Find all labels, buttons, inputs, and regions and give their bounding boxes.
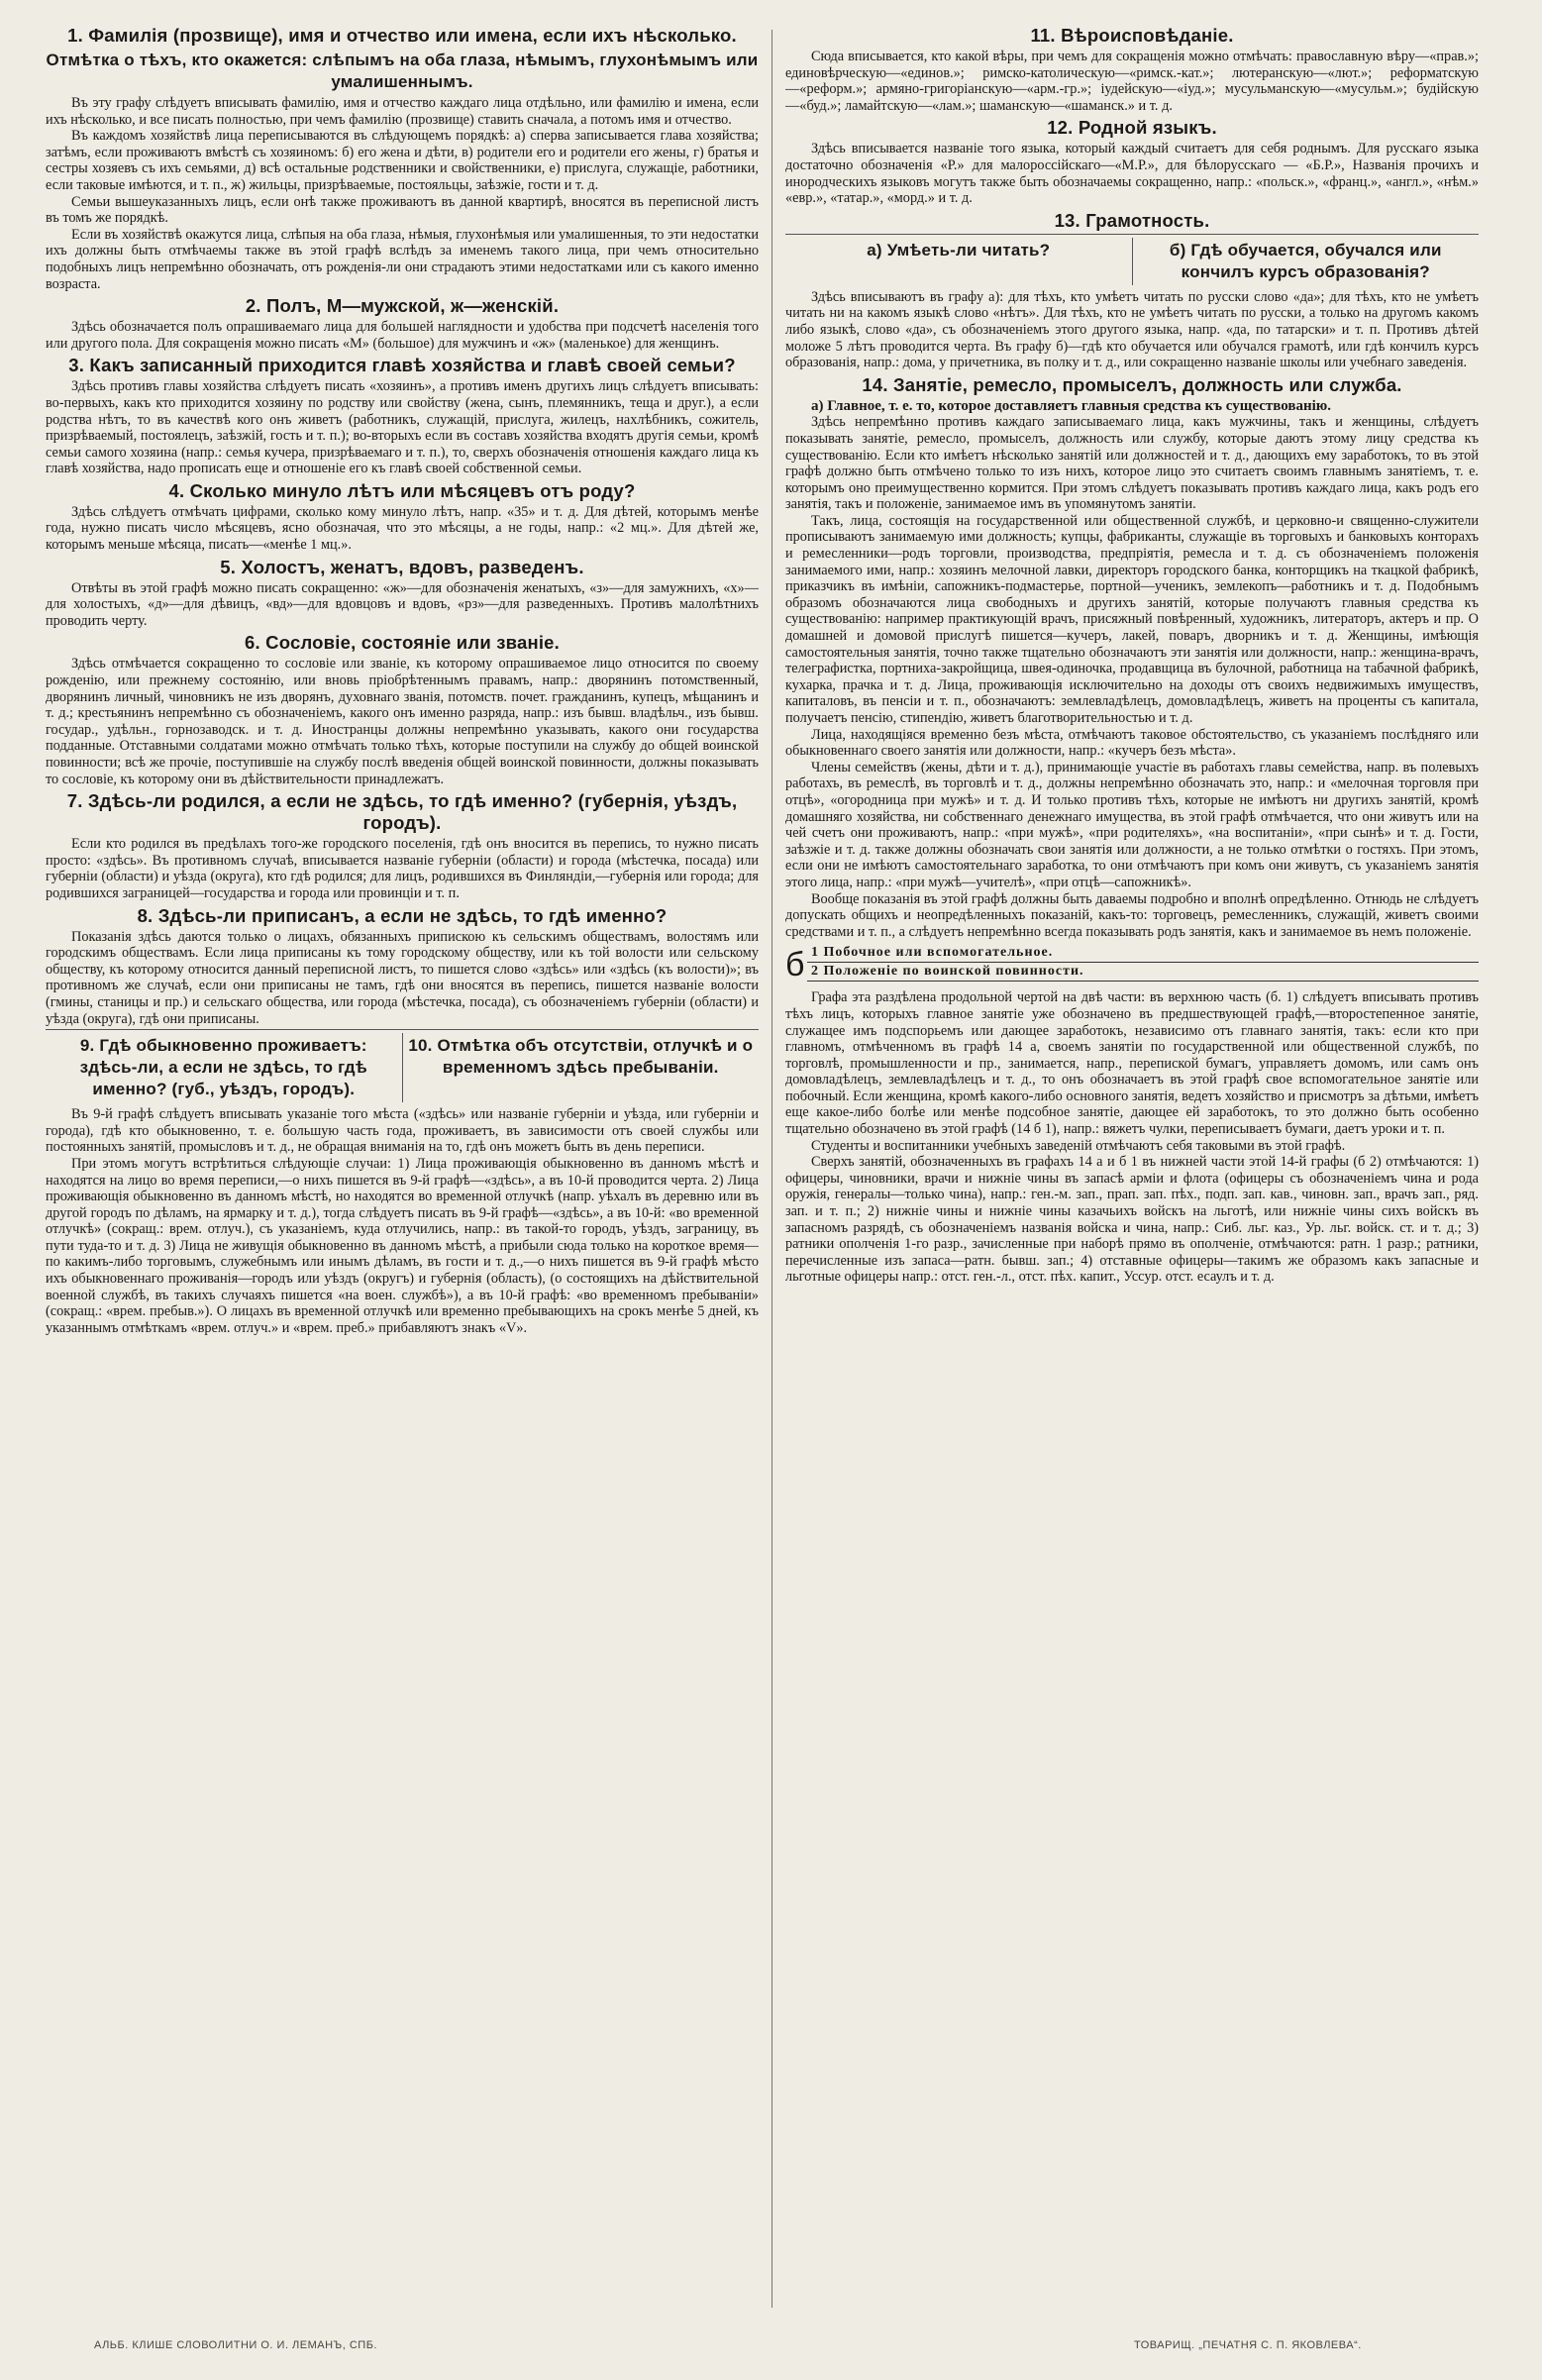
section-4-heading: 4. Сколько минуло лѣтъ или мѣсяцевъ отъ роду? — [168, 479, 636, 501]
section-3-paragraph: Здѣсь противъ главы хозяйства слѣдуетъ писать «хозяинъ», а противъ именъ другихъ лицъ слѣдуетъ вписывать: во-первыхъ, какъ кто приходится хозяину по родству или свойству (жена, сынъ, племянникъ, теща и друг.), а если родства нѣтъ, то въ качествѣ кого онъ живетъ (работникъ, служащій, прислуга, жилецъ, нахлѣбникъ, сожитель, призрѣваемый, постоялецъ, заѣзжій, гость и т. п.); во-вторыхъ если въ составъ хозяйства входятъ другія семьи, кромѣ семьи самого хозяина (напр.: семья кучера, призрѣваемаго и т. п.), то, сверхъ обозначенія отношенія каждаго лица къ главѣ хозяйства, надо прописать еще и отношеніе его къ главѣ своей собственной семьи. — [46, 378, 759, 477]
left-column — [46, 22, 759, 2320]
section-13a-heading: а) Умѣеть-ли читать? — [785, 238, 1133, 285]
section-13-heading: 13. Грамотность. — [1054, 209, 1210, 231]
section-13b-heading: б) Гдѣ обучается, обучался или кончилъ курсъ образованія? — [1169, 240, 1442, 281]
section-7-paragraph: Если кто родился въ предѣлахъ того-же городского поселенія, гдѣ онъ вносится въ перепись, то нужно писать просто: «здѣсь». Въ противномъ случаѣ, вписывается названіе губерніи (области) и города (мѣстечка, посада) или губерніи (области) и уѣзда (округа), кто гдѣ родился; для лицъ, родившихся въ Финляндіи,—губернія или города; для родившихся заграницей—государства и города или провинціи и т. п. — [46, 836, 759, 901]
section-12-paragraph: Здѣсь вписывается названіе того языка, который каждый считаетъ для себя роднымъ. Для русскаго языка достаточно обозначенія «Р.» для малороссійскаго—«М.Р.», для бѣлорусскаго — «Б.Р.», Названія прочихъ и инородческихъ языковъ могутъ также быть обозначаемы сокращенно, напр.: «польск.», «франц.», «англ.», «нѣм.» «евр.», «татар.», «морд.» и т. д. — [785, 141, 1479, 207]
section-14b-box — [785, 944, 1479, 985]
section-6-paragraph: Здѣсь отмѣчается сокращенно то сословіе или званіе, къ которому опрашиваемое лицо относится по своему рожденію, или прежнему состоянію, или вновь пріобрѣтеннымъ правамъ, напр.: дворянинъ потомственный, дворянинъ личный, чиновникъ не изъ дворянъ, духовнаго званія, потомств. почет. гражданинъ, купецъ, мѣщанинъ и т. д.; крестьянинъ непремѣнно съ обозначеніемъ, какого онъ именно разряда, напр.: изъ бывш. владѣльч., изъ бывш. государ., удѣльн., горнозаводск. и т. д. Иностранцы должны непремѣнно указывать, какого они государства подданные. Отставными солдатами можно отмѣчать только тѣхъ, которые поступили на службу до общей воинской повинности; всѣ же прочіе, поступившіе на службу послѣ введенія общей воинской повинности, должны показывать то сословіе, къ которому они въ дѣйствительности принадлежатъ. — [46, 656, 759, 787]
section-14b-paragraph: Студенты и воспитанники учебныхъ заведеній отмѣчаютъ себя таковыми въ этой графѣ. — [811, 1137, 1346, 1154]
printer-credit-right: ТОВАРИЩ. „ПЕЧАТНЯ С. П. ЯКОВЛЕВА“. — [1134, 2339, 1362, 2351]
section-3-heading: 3. Какъ записанный приходится главѣ хозяйства и главѣ своей семьи? — [68, 355, 736, 376]
section-14-paragraph: Лица, находящіяся временно безъ мѣста, отмѣчаютъ таковое обстоятельство, съ указаніемъ послѣдняго или обыкновеннаго своего занятія или должности, напр.: «кучеръ безъ мѣста». — [785, 726, 1479, 760]
section-7-heading: 7. Здѣсь-ли родился, а если не здѣсь, то гдѣ именно? (губернія, уѣздъ, городъ). — [66, 790, 738, 834]
section-1-heading: 1. Фамилія (прозвище), имя и отчество или имена, если ихъ нѣсколько. — [67, 25, 737, 46]
printer-credit-left: АЛЬБ. КЛИШЕ СЛОВОЛИТНИ О. И. ЛЕМАНЪ, СПБ. — [94, 2339, 377, 2351]
section-1-subheading: Отмѣтка о тѣхъ, кто окажется: слѣпымъ на оба глаза, нѣмымъ, глухонѣмымъ или умалишеннымъ. — [46, 51, 759, 91]
right-column — [785, 22, 1479, 2320]
section-8-heading: 8. Здѣсь-ли приписанъ, а если не здѣсь, то гдѣ именно? — [137, 904, 668, 926]
section-6-heading: 6. Сословіе, состояніе или званіе. — [244, 632, 560, 654]
section-14-heading: 14. Занятіе, ремесло, промыселъ, должность или служба. — [862, 373, 1402, 395]
section-14b2-row: 2 Положеніе по воинской повинности. — [807, 963, 1479, 982]
section-10-heading: 10. Отмѣтка объ отсутствіи, отлучкѣ и о временномъ здѣсь пребываніи. — [408, 1036, 754, 1078]
section-13-paragraph: Здѣсь вписываютъ въ графу а): для тѣхъ, кто умѣетъ читать по русски слово «да»; для тѣхъ, кто не умѣетъ читать ни на какомъ языкѣ слово «нѣтъ». Для тѣхъ, кто не умѣетъ читать по русски, а только на другомъ какомъ либо языкѣ, слово «да», съ обозначеніемъ этого другого языка, напр. «да, по татарски» и т. п. Противъ дѣтей моложе 5 лѣтъ проводится черта. Въ графу б)—гдѣ кто обучается или обучался грамотѣ, или гдѣ кончилъ курсъ образованія, напр.: дома, у причетника, въ полку и т. д., или сокращенно названіе школы или учебнаго заведенія. — [785, 288, 1479, 371]
section-8-paragraph: Показанія здѣсь даются только о лицахъ, обязанныхъ припискою къ сельскимъ обществамъ, волостямъ или городскимъ обществамъ. Если лица приписаны къ тому городскому обществу, или къ той волости или сельскому обществу, къ которому относится данный переписной листъ, то пишется слово «здѣсь» или «здѣсь (къ волости)»; въ противномъ же случаѣ, если они приписаны не тамъ, гдѣ они вносятся въ перепись, пишется названіе волости (гмины, станицы и пр.) и сельскаго общества, или города (мѣстечка, посада), съ обозначеніемъ губерніи (области) и уѣзда (округа), гдѣ они приписаны. — [46, 928, 759, 1027]
section-14b-paragraph: Сверхъ занятій, обозначенныхъ въ графахъ 14 а и б 1 въ нижней части этой 14-й графы (б 2) отмѣчаются: 1) офицеры, чиновники, врачи и нижніе чины въ запасѣ арміи и флота (офицеры съ обозначеніемъ чина и рода оружія, генералы—только чина), напр.: ген.-м. зап., прап. зап. пѣх., подп. зап. кав., чиновн. зап., врачъ зап., ряд. зап. и т. п.; 2) нижніе чины и нижніе чины казачьихъ войскъ на льготѣ, или нижніе чины сихъ войскъ въ запасномъ разрядѣ, съ обозначеніемъ названія войска и чина, напр.: Сиб. льг. каз., Ур. льг. войск. ст. и т. д.; 3) ратники ополченія 1-го разр., зачисленные при наборѣ прямо въ ополченіе, отмѣчаются: ратн. 1 разр.; ратники, перечисленные изъ запаса—ратн. бывш. зап.; 4) отставные офицеры—такимъ же образомъ какъ запасные и льготные офицеры напр.: отст. ген.-л., отст. пѣх. капит., Уссур. отст. есаулъ и т. д. — [785, 1154, 1479, 1286]
section-9-paragraph: При этомъ могутъ встрѣтиться слѣдующіе случаи: 1) Лица проживающія обыкновенно въ данномъ мѣстѣ и находятся на лицо во время переписи,—о нихъ пишется въ 9-й графѣ—«здѣсь», а въ 10-й проводится черта. 2) Лица проживающія обыкновенно въ данномъ мѣстѣ, но находятся во временной отлучкѣ (напр. уѣхалъ въ деревню или въ другой городъ по дѣламъ, на ярмарку и т. д.), тогда слѣдуетъ писать въ 9-й графѣ—«здѣсь», а въ 10-й: «во временной отлучкѣ» (сокращ.: врем. отлуч.), съ указаніемъ, куда отлучились, напр.: въ такой-то городъ, уѣздъ, заграницу, въ пути туда-то и т. д. 3) Лица не живущія обыкновенно въ данномъ мѣстѣ, а прибыли сюда только на короткое время—по какимъ-либо торговымъ, служебнымъ или инымъ дѣламъ, въ гости и т. д.,—о нихъ пишется въ 9-й графѣ мѣсто ихъ обыкновеннаго проживанія—городъ или уѣздъ (округъ) и губернія (область), (о состоящихъ на дѣйствительной военной службѣ, въ такихъ случаяхъ пишется «на воен. службѣ»), а въ 10-й графѣ: «во временномъ пребываніи» (сокращ.: «врем. пребыв.»). О лицахъ въ временной отлучкѣ или временно пребывающихъ на срокъ менѣе 5 дней, къ указаннымъ отмѣткамъ «врем. отлуч.» и «врем. преб.» прибавляютъ знакъ «V». — [46, 1155, 759, 1336]
section-12-heading: 12. Родной языкъ. — [1047, 117, 1217, 139]
section-14-paragraph: Члены семействъ (жены, дѣти и т. д.), принимающіе участіе въ работахъ главы семейства, напр. въ полевыхъ работахъ, въ ремеслѣ, въ торговлѣ и т. д., должны непремѣнно обозначать это, напр.: и «мелочная торговля при отцѣ», «огородница при мужѣ» и т. д. И только противъ тѣхъ, которые не имѣютъ ни другихъ занятій, кромѣ домашняго хозяйства, ни собственнаго денежнаго имущества, въ этой графѣ отмѣчается, что они живутъ или на чей счетъ они проживаютъ, напр.: «при мужѣ», «при родителяхъ», «на воспитаніи», «при сынѣ» и т. д. Гости, заѣзжіе и т. д. также должны обозначать свои занятія или должности, а не только отмѣтки о гостяхъ. При этомъ, если они не имѣютъ самостоятельнаго заработка, то они отмѣчаютъ при комъ они живутъ, съ указаніемъ занятія этого лица, напр.: «при мужѣ—учителѣ», «при отцѣ—сапожникѣ». — [785, 759, 1479, 890]
column-divider — [771, 30, 772, 2308]
section-14b-paragraph: Графа эта раздѣлена продольной чертой на двѣ части: въ верхнюю часть (б. 1) слѣдуетъ вписывать противъ тѣхъ лицъ, которыхъ главное занятіе уже обозначено въ предшествующей графѣ,—второстепенное занятіе, служащее имъ подспорьемъ или дающее заработокъ, независимо отъ главнаго занятія, такъ: если кто при главномъ, отмѣченномъ въ графѣ 14 а, своемъ занятіи по государственной или общественной службѣ, по торговлѣ, промышленности и пр., занимается, напр., перепиской бумагъ, управляетъ домомъ, или самъ онъ домовладѣлецъ, землевладѣлецъ и т. д., то онъ обозначаетъ въ этой графѣ свое вспомогательное занятіе или побочный. Если женщина, кромѣ какого-либо основного занятія, ведетъ хозяйство и присмотръ за дѣтьми, имѣетъ еще какое-либо болѣе или менѣе подсобное занятіе, дающее ей заработокъ, то это должно быть особенно тщательно обозначено въ этой графѣ (14 б 1), напр.: вяжетъ чулки, переписываетъ бумаги, даетъ уроки и т. п. — [785, 989, 1479, 1138]
section-14-paragraph: Такъ, лица, состоящія на государственной или общественной службѣ, и церковно-и священно-служители прописываютъ занимаемую ими должность; купцы, фабриканты, служащіе въ торговыхъ и банковыхъ конторахъ и ремесленники—родъ торговли, производства, предпріятія, ремесла и т. д. съ обозначеніемъ положенія занимаемого ими, напр.: хозяинъ мелочной лавки, директоръ городского банка, конторщикъ на ткацкой фабрикѣ, приказчикъ въ имѣніи, сапожникъ-подмастерье, портной—ученикъ, землекопъ—работникъ и т. д. Подобнымъ образомъ обозначаются лица свободныхъ и другихъ занятій, которые получаютъ главныя средства къ существованію: например практикующій врачъ, присяжный повѣренный, художникъ, литераторъ, актеръ и пр. О домашней и домовой прислугѣ пишется—кучеръ, лакей, поваръ, дворникъ и т. д. Женщины, имѣющія самостоятельныя занятія, точно также тщательно обозначаютъ эти занятія или должности, напр.: женщина-врачъ, телеграфистка, портниха-закройщица, швея-одиночка, продавщица въ булочной, работница на табачной фабрикѣ, кухарка, прачка и т. д. Лица, проживающія исключительно на доходы отъ своихъ недвижимыхъ имуществъ, капиталовъ, въ пенсіи и т. п., обозначаютъ: землевладѣлецъ, домовладѣлецъ, живетъ на проценты съ капитала, получаетъ пенсію, стипендію, живетъ благотворительностью и т. д. — [785, 512, 1479, 726]
section-2-heading: 2. Полъ, М—мужской, ж—женскій. — [245, 295, 560, 317]
section-11-heading: 11. Вѣроисповѣданіе. — [1030, 25, 1234, 46]
section-5-paragraph: Отвѣты въ этой графѣ можно писать сокращенно: «ж»—для обозначенія женатыхъ, «з»—для замужнихъ, «х»—для холостыхъ, «д»—для дѣвицъ, «вд»—для вдовцовъ и вдовъ, «рз»—для разведенныхъ. Противъ малолѣтнихъ проводить черту. — [46, 579, 759, 629]
section-4-paragraph: Здѣсь слѣдуетъ отмѣчать цифрами, сколько кому минуло лѣтъ, напр. «35» и т. д. Для дѣтей, которымъ менѣе года, нужно писать число мѣсяцевъ, ясно обозначая, что это мѣсяцы, а не годы, напр.: «2 мц.». Для дѣтей же, которымъ меньше мѣсяца, писать—«менѣе 1 мц.». — [46, 503, 759, 554]
section-1-paragraph: Въ каждомъ хозяйствѣ лица переписываются въ слѣдующемъ порядкѣ: а) сперва записывается глава хозяйства; затѣмъ, если проживаютъ вмѣстѣ съ хозяиномъ: б) его жена и дѣти, в) родители его и родители его жены, г) братья и сестры хозяевъ съ ихъ семьями, д) всѣ остальные родственники и свойственники, е) прислуга, служащіе, работники, если таковые имѣются, и т. п., ж) жильцы, призрѣваемые, постояльцы, заѣзжіе, гости и т. д. — [46, 128, 759, 193]
section-14a-subheading: а) Главное, т. е. то, которое доставляетъ главныя средства къ существованію. — [811, 397, 1331, 414]
section-14b-label: б — [785, 946, 805, 984]
section-2-paragraph: Здѣсь обозначается полъ опрашиваемаго лица для большей наглядности и удобства при подсчетѣ населенія того или другого пола. Для сокращенія можно писать «М» (большое) для мужчинъ и «ж» (маленькое) для женщинъ. — [46, 319, 759, 352]
section-14-paragraph: Вообще показанія въ этой графѣ должны быть даваемы подробно и вполнѣ опредѣленно. Отнюдь не слѣдуетъ допускать общихъ и неопредѣленныхъ показаній, какъ-то: торговецъ, ремесленникъ, служащій, живетъ своими средствами и т. п., а слѣдуетъ непремѣнно всегда показывать родъ занятія, какъ и занимаемое въ немъ положеніе. — [785, 890, 1479, 940]
section-5-heading: 5. Холостъ, женатъ, вдовъ, разведенъ. — [220, 556, 584, 577]
section-1-paragraph: Въ эту графу слѣдуетъ вписывать фамилію, имя и отчество каждаго лица отдѣльно, или фамилію и имена, если ихъ нѣсколько, и все писать полностью, при чемъ фамилію (прозвище) ставить сначала, а потомъ имя и отчество. — [46, 95, 759, 128]
section-9-paragraph: Въ 9-й графѣ слѣдуетъ вписывать указаніе того мѣста («здѣсь» или названіе губерніи и уѣзда, или губерніи и города), гдѣ кто обыкновенно, т. е. большую часть года, проживаетъ, въ зависимости отъ своей службы или постоянныхъ занятій, промысловъ и т. д., не обращая вниманія на то, гдѣ онъ можетъ быть въ день переписи. — [46, 1106, 759, 1156]
section-1-paragraph: Если въ хозяйствѣ окажутся лица, слѣпыя на оба глаза, нѣмыя, глухонѣмыя или умалишенныя, то эти недостатки ихъ должны быть отмѣчаемы также въ этой графѣ вслѣдъ за именемъ такого лица, при чемъ относительно подобныхъ лицъ непремѣнно обозначать, отъ рожденія-ли они страдаютъ этими недостатками или съ какого именно возраста. — [46, 226, 759, 292]
section-14-paragraph: Здѣсь непремѣнно противъ каждаго записываемаго лица, какъ мужчины, такъ и женщины, слѣдуетъ показывать занятіе, ремесло, промыселъ, должность или службу, которые даютъ этому лицу средства къ существованію. Если кто имѣетъ нѣсколько занятій или должностей и т. д., дающихъ ему заработокъ, то въ этой графѣ должно быть отмѣчено только то изъ нихъ, которое лицо это считаетъ своимъ главнымъ занятіемъ, т. е. которымъ оно преимущественно кормится. При этомъ слѣдуетъ показывать противъ каждаго лица, какъ родъ его занятія, такъ и положеніе, занимаемое имъ въ упомянутомъ занятіи. — [785, 414, 1479, 513]
section-11-paragraph: Сюда вписывается, кто какой вѣры, при чемъ для сокращенія можно отмѣчать: православную вѣру—«прав.»; единовѣрческую—«единов.»; римско-католическую—«римск.-кат.»; лютеранскую—«лют.»; реформатскую—«реформ.»; армяно-григоріанскую—«арм.-гр.»; іудейскую—«іуд.»; мусульманскую—«мусульм.»; будійскую—«буд.»; ламайтскую—«лам.»; шаманскую—«шаманск.» и т. д. — [785, 49, 1479, 114]
section-13-subheaders — [785, 234, 1479, 287]
section-14b-rows — [807, 944, 1479, 985]
sections-9-10-header — [46, 1029, 759, 1104]
section-1-paragraph: Семьи вышеуказанныхъ лицъ, если онѣ также проживаютъ въ данной квартирѣ, вносятся въ переписной листъ въ томъ же порядкѣ. — [46, 193, 759, 227]
section-14b1-row: 1 Побочное или вспомогательное. — [807, 944, 1479, 963]
section-9-heading: 9. Гдѣ обыкновенно проживаетъ: здѣсь-ли, а если не здѣсь, то гдѣ именно? (губ., уѣздъ, городъ). — [46, 1033, 403, 1102]
